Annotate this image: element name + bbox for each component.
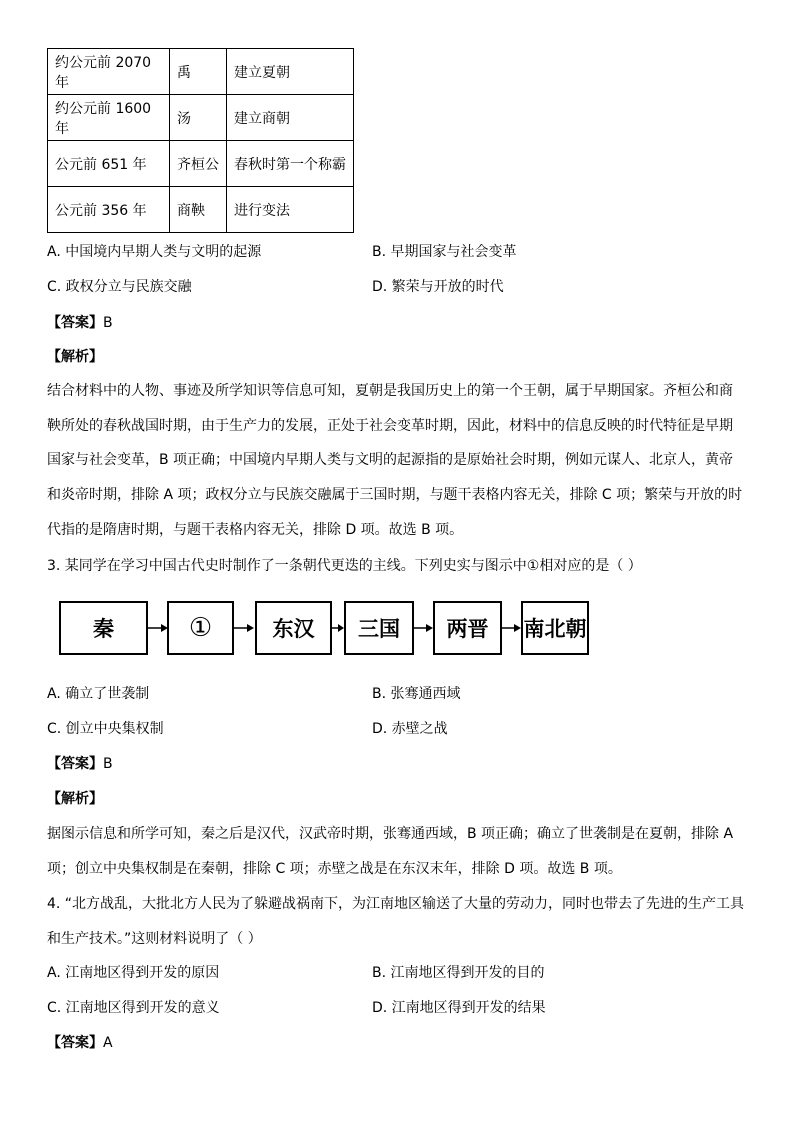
table-cell-time: 公元前 356 年 bbox=[48, 187, 170, 233]
q2-analysis-line: 国家与社会变革，B 项正确；中国境内早期人类与文明的起源指的是原始社会时期，例如元谋人、北京人，黄帝 bbox=[47, 452, 734, 468]
q2-option-c: C. 政权分立与民族交融 bbox=[47, 279, 192, 295]
q3-analysis-line: 项；创立中央集权制是在秦朝，排除 C 项；赤壁之战是在东汉末年，排除 D 项。故选 B 项。 bbox=[47, 861, 622, 877]
q3-analysis-label: 【解析】 bbox=[47, 791, 103, 807]
q2-answer bbox=[47, 312, 113, 332]
table-cell-person: 汤 bbox=[170, 95, 227, 141]
table-cell-time: 公元前 651 年 bbox=[48, 141, 170, 187]
answer-label: 【答案】 bbox=[47, 315, 103, 331]
q4-option-a: A. 江南地区得到开发的原因 bbox=[47, 965, 220, 981]
table-cell-person: 齐桓公 bbox=[170, 141, 227, 187]
q3-analysis-line: 据图示信息和所学可知，秦之后是汉代，汉武帝时期，张骞通西域，B 项正确；确立了世袭制是在夏朝，排除 A bbox=[47, 826, 734, 842]
q4-stem-line: 4. “北方战乱，大批北方人民为了躲避战祸南下，为江南地区输送了大量的劳动力，同时也带去了先进的生产工具 bbox=[47, 896, 745, 912]
q3-option-b: B. 张骞通西域 bbox=[372, 686, 461, 702]
table-row bbox=[48, 141, 354, 187]
table-row bbox=[48, 49, 354, 95]
answer-label: 【答案】 bbox=[47, 1035, 103, 1051]
arrow-icon bbox=[148, 621, 168, 635]
q4-stem-line: 和生产技术。”这则材料说明了（ ） bbox=[47, 931, 262, 947]
table-cell-event: 进行变法 bbox=[227, 187, 354, 233]
table-cell-person: 禹 bbox=[170, 49, 227, 95]
flow-box-nanbeichao: 南北朝 bbox=[521, 601, 589, 655]
flow-box-blank: ① bbox=[167, 601, 234, 655]
table-cell-time: 约公元前 2070 年 bbox=[48, 49, 170, 95]
q4-option-b: B. 江南地区得到开发的目的 bbox=[372, 965, 545, 981]
flow-box-sanguo: 三国 bbox=[344, 601, 414, 655]
q4-answer bbox=[47, 1032, 113, 1052]
q2-option-b: B. 早期国家与社会变革 bbox=[372, 244, 517, 260]
table-cell-event: 建立夏朝 bbox=[227, 49, 354, 95]
q4-option-c: C. 江南地区得到开发的意义 bbox=[47, 1000, 220, 1016]
q3-answer bbox=[47, 753, 113, 773]
q2-analysis-line: 和炎帝时期，排除 A 项；政权分立与民族交融属于三国时期，与题干表格内容无关，排除 C 项；繁荣与开放的时 bbox=[47, 487, 743, 503]
q2-option-a: A. 中国境内早期人类与文明的起源 bbox=[47, 244, 262, 260]
q3-option-a: A. 确立了世袭制 bbox=[47, 686, 150, 702]
answer-label: 【答案】 bbox=[47, 756, 103, 772]
q3-stem: 3. 某同学在学习中国古代史时制作了一条朝代更迭的主线。下列史实与图示中①相对应的是（ ） bbox=[47, 558, 642, 574]
flow-box-qin: 秦 bbox=[59, 601, 148, 655]
arrow-icon bbox=[234, 621, 254, 635]
q2-option-d: D. 繁荣与开放的时代 bbox=[372, 279, 504, 295]
answer-value: A bbox=[103, 1035, 113, 1051]
answer-value: B bbox=[103, 756, 113, 772]
table-cell-person: 商鞅 bbox=[170, 187, 227, 233]
q3-option-c: C. 创立中央集权制 bbox=[47, 721, 164, 737]
flow-box-donghan: 东汉 bbox=[255, 601, 332, 655]
q3-option-d: D. 赤壁之战 bbox=[372, 721, 448, 737]
table-row bbox=[48, 187, 354, 233]
q2-analysis-line: 鞅所处的春秋战国时期，由于生产力的发展，正处于社会变革时期，因此，材料中的信息反映的时代特征是早期 bbox=[47, 418, 733, 434]
q4-option-d: D. 江南地区得到开发的结果 bbox=[372, 1000, 546, 1016]
table-cell-time: 约公元前 1600 年 bbox=[48, 95, 170, 141]
arrow-icon bbox=[414, 621, 433, 635]
q2-analysis-line: 代指的是隋唐时期，与题干表格内容无关，排除 D 项。故选 B 项。 bbox=[47, 522, 464, 538]
arrow-icon bbox=[502, 621, 521, 635]
arrow-icon bbox=[332, 621, 344, 635]
table-cell-event: 建立商朝 bbox=[227, 95, 354, 141]
info-table bbox=[47, 48, 354, 233]
q2-analysis-label: 【解析】 bbox=[47, 349, 103, 365]
answer-value: B bbox=[103, 315, 113, 331]
q2-analysis-line: 结合材料中的人物、事迹及所学知识等信息可知，夏朝是我国历史上的第一个王朝，属于早期国家。齐桓公和商 bbox=[47, 383, 733, 399]
table-row bbox=[48, 95, 354, 141]
table-cell-event: 春秋时第一个称霸 bbox=[227, 141, 354, 187]
flow-box-liangjin: 两晋 bbox=[433, 601, 502, 655]
